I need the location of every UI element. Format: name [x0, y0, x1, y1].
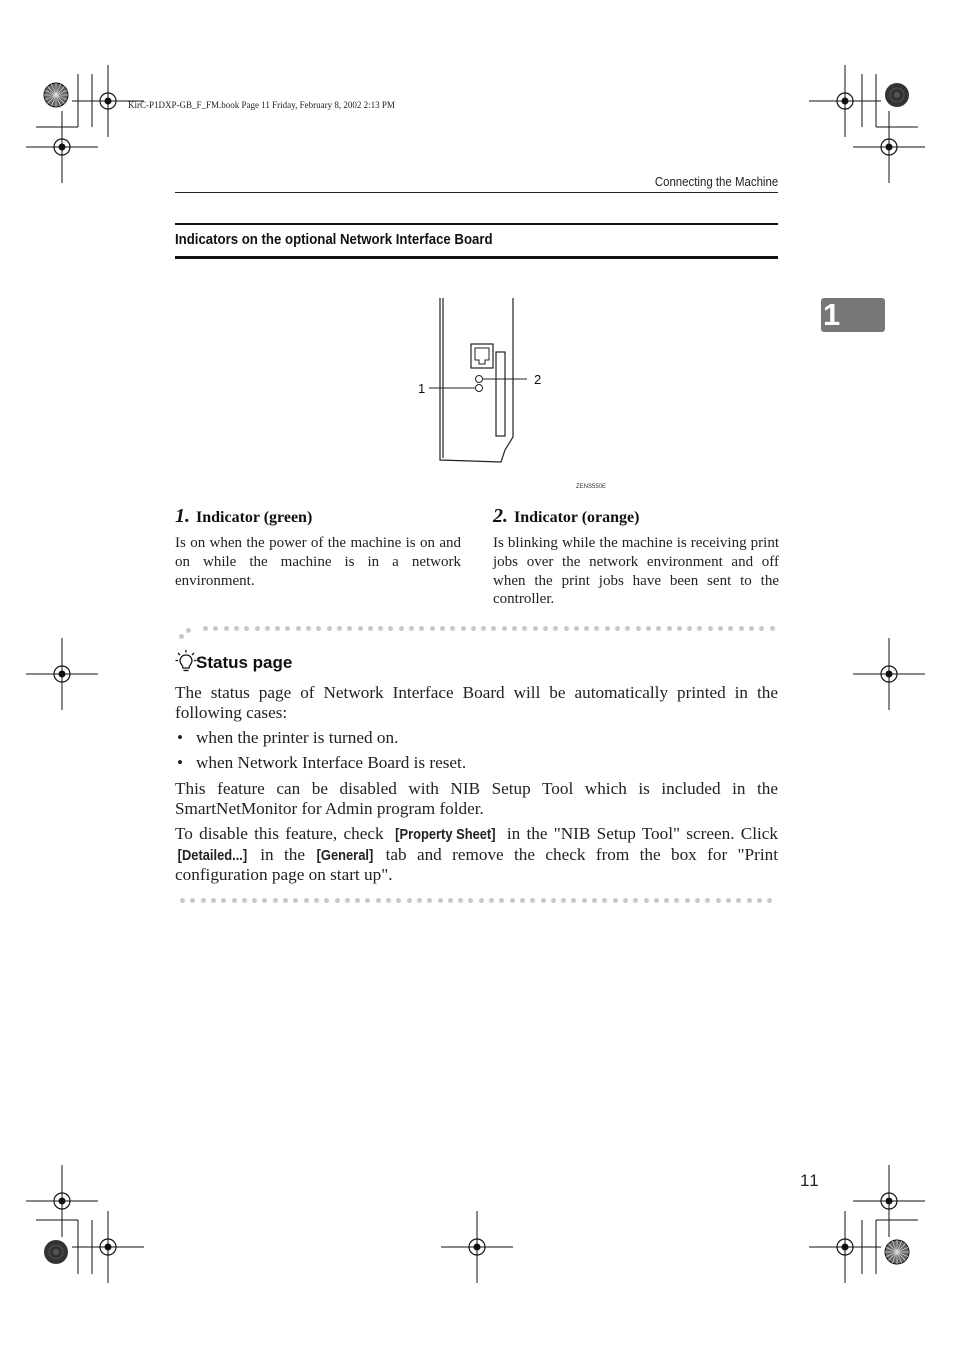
chapter-number: 1 — [823, 297, 841, 332]
indicator-led-green — [476, 376, 483, 383]
note-intro: The status page of Network Interface Board will be automatically printed in the following cases: — [175, 683, 778, 722]
callout-1-label: 1 — [418, 381, 426, 396]
page-number: 11 — [800, 1171, 820, 1190]
callout-2-label: 2 — [534, 372, 542, 387]
board-outline — [440, 298, 513, 462]
section-top-rule — [175, 223, 778, 225]
indicator-item-2 — [493, 505, 779, 609]
lightbulb-icon — [175, 649, 197, 673]
note-title: Status page — [196, 653, 293, 672]
item-number: 1. — [175, 505, 190, 527]
nib-figure — [405, 292, 620, 497]
general-key: [General] — [316, 846, 374, 864]
item-title: Indicator (green) — [196, 509, 313, 526]
indicator-item-1 — [175, 505, 461, 590]
note-paragraph-3: To disable this feature, check [Property Sheet] in the "NIB Setup Tool" screen. Click [Detailed...] in the [General] tab and remove the check from the box for "Print configuration page on start up". — [175, 824, 779, 885]
item-title: Indicator (orange) — [514, 509, 640, 526]
note-top-dotted-rule — [175, 626, 778, 632]
indicator-led-orange — [476, 385, 483, 392]
property-sheet-key: [Property Sheet] — [395, 826, 496, 843]
note-bottom-dotted-rule — [175, 898, 778, 904]
header-rule — [175, 192, 778, 193]
board-slot — [496, 352, 505, 436]
indicator-item-2-heading — [493, 505, 779, 528]
item-number: 2. — [493, 505, 508, 527]
section-title: Indicators on the optional Network Interface Board — [175, 231, 493, 248]
detailed-key: [Detailed...] — [177, 846, 248, 864]
running-head: Connecting the Machine — [654, 174, 778, 189]
indicator-item-1-heading — [175, 505, 461, 528]
item-description: Is on when the power of the machine is on and on while the machine is in a network environment. — [175, 535, 461, 589]
section-bottom-rule — [175, 256, 778, 259]
figure-code: ZENS550E — [576, 484, 607, 490]
item-description: Is blinking while the machine is receiving print jobs over the network environment and off when the print jobs have been sent to the controller. — [493, 535, 779, 608]
note-paragraph-2: This feature can be disabled with NIB Setup Tool which is included in the SmartNetMonitor for Admin program folder. — [175, 779, 778, 818]
note-corner-dots — [176, 634, 196, 640]
file-info-slug: KirC-P1DXP-GB_F_FM.book Page 11 Friday, February 8, 2002 2:13 PM — [128, 100, 395, 110]
chapter-tab — [821, 298, 885, 332]
